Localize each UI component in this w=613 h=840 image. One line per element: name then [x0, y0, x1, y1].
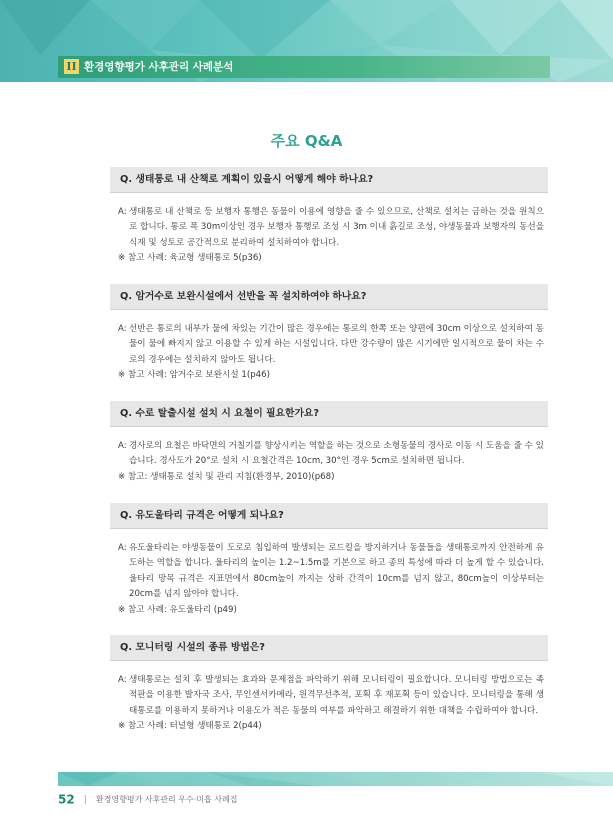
question-bar: Q. 생태통로 내 산책로 계획이 있을시 어떻게 해야 하나요? — [110, 167, 548, 193]
question-bar: Q. 암거수로 보완시설에서 선반을 꼭 설치하여야 하나요? — [110, 284, 548, 310]
answer-text — [110, 205, 548, 251]
qa-item — [110, 635, 548, 735]
answer-body: 생태통로는 설치 후 발생되는 효과와 문제점을 파악하기 위해 모니터링이 필요합니다. 모니터링 방법으로는 족적판을 이용한 발자국 조사, 무인센서카메라, 원격무선추적, 포획 후 재포획 등이 있습니다. 모니터링을 통해 생태통로를 이용하지 못하거나 이용도가 적은 동물의 여부를 파악하고 해결하기 위한 대책을 수립하여야 합니다. — [129, 675, 544, 716]
answer-label: A: — [118, 207, 127, 217]
answer-label: A: — [118, 675, 127, 685]
page-footer — [58, 789, 237, 805]
page-number: 52 — [58, 792, 75, 807]
qa-item — [110, 284, 548, 384]
question-bar: Q. 수로 탈출시설 설치 시 요철이 필요한가요? — [110, 401, 548, 427]
answer-text — [110, 673, 548, 719]
question-bar: Q. 유도울타리 규격은 어떻게 되나요? — [110, 503, 548, 529]
answer-text — [110, 322, 548, 368]
header-banner — [0, 0, 613, 82]
reference-note: ※ 참고 사례: 유도울타리 (p49) — [118, 604, 237, 615]
question-bar: Q. 모니터링 시설의 종류 방법은? — [110, 635, 548, 661]
reference-note: ※ 참고: 생태통로 설치 및 관리 지침(환경부, 2010)(p68) — [118, 471, 335, 482]
reference-note: ※ 참고 사례: 암거수로 보완시설 1(p46) — [118, 370, 270, 381]
reference-note: ※ 참고 사례: 육교형 생태통로 5(p36) — [118, 253, 262, 264]
footer-pattern — [58, 772, 613, 786]
answer-label: A: — [118, 441, 127, 451]
answer-body: 생태통로 내 산책로 등 보행자 통행은 동물이 이용에 영향을 줄 수 있으므로, 산책로 설치는 금하는 것을 원칙으로 합니다. 통로 폭 30m이상인 경우 보행자 통행로 조성 시 3m 이내 흙길로 조성, 야생동물과 보행자의 동선을 식재 및 성토로 공간적으로 분리하여 설치하여야 합니다. — [129, 207, 544, 248]
answer-text — [110, 439, 548, 470]
qa-item — [110, 401, 548, 485]
answer-text — [110, 541, 548, 603]
answer-body: 선반은 통로의 내부가 물에 차있는 기간이 많은 경우에는 통로의 한쪽 또는 양편에 30cm 이상으로 설치하여 동물이 물에 빠지지 않고 이용할 수 있게 하는 시설입니다. 다만 강수량이 많은 시기에만 일시적으로 물이 차는 수로의 경우에는 설치하지 않아도 됩니다. — [129, 324, 544, 365]
chapter-number-badge: II — [64, 59, 79, 74]
footer-banner — [58, 772, 613, 786]
answer-label: A: — [118, 324, 127, 334]
qa-item — [110, 503, 548, 618]
footer-separator: | — [83, 794, 87, 805]
reference-note: ※ 참고 사례: 터널형 생태통로 2(p44) — [118, 721, 262, 732]
page-title: 주요 Q&A — [270, 132, 343, 150]
chapter-bar — [58, 56, 550, 78]
chapter-title: 환경영향평가 사후관리 사례분석 — [84, 61, 234, 73]
answer-body: 유도울타리는 야생동물이 도로로 침입하여 발생되는 로드킬을 방지하거나 동물들을 생태통로까지 안전하게 유도하는 역할을 합니다. 울타리의 높이는 1.2~1.5m를 기본으로 하고 종의 특성에 따라 더 높게 할 수 있습니다. 울타리 망목 규격은 지표면에서 80cm높이 까지는 상하 간격이 10cm를 넘지 않고, 80cm높이 이상부터는 20cm를 넘지 않아야 합니다. — [129, 543, 544, 600]
qa-item — [110, 167, 548, 267]
answer-label: A: — [118, 543, 127, 553]
answer-body: 경사로의 요철은 바닥면의 거칠기를 향상시키는 역할을 하는 것으로 소형동물의 경사로 이동 시 도움을 줄 수 있습니다. 경사도가 20°로 설치 시 요철간격은 10cm, 30°인 경우 5cm로 설치하면 됩니다. — [129, 441, 544, 467]
footer-publication-title: 환경영향평가 사후관리 우수·미흡 사례집 — [95, 795, 238, 804]
